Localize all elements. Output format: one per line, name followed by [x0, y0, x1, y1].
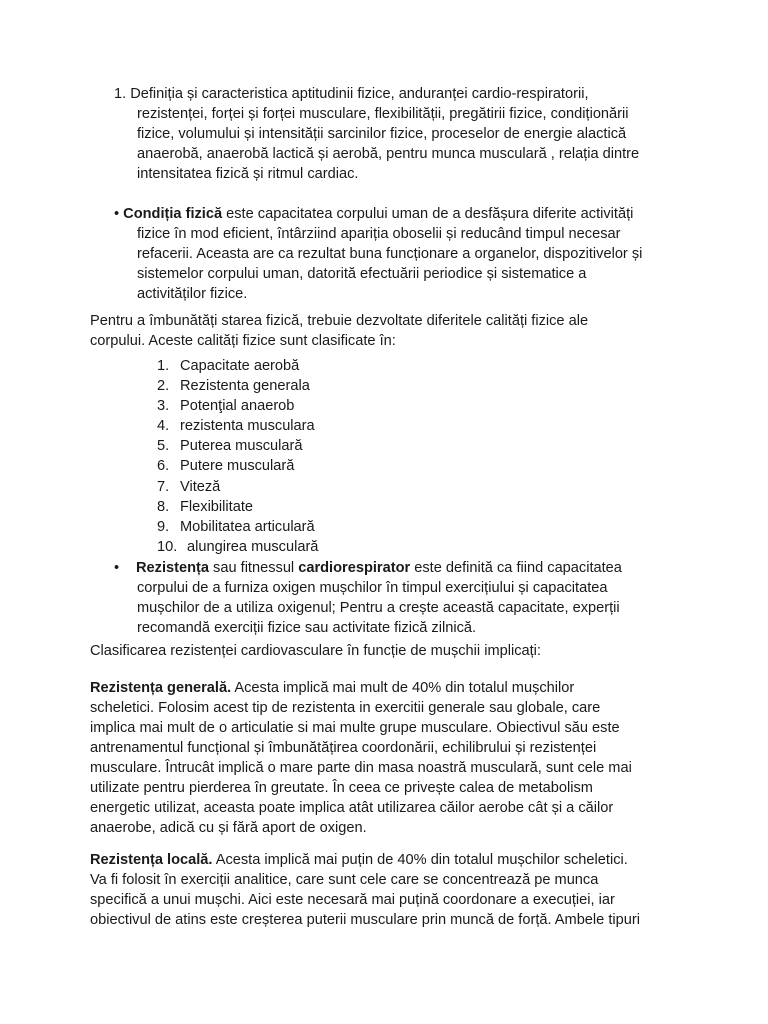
text-line: sistemelor corpului uman, datorită efectuării periodice și sistematice a — [137, 266, 587, 282]
bullet-dot: • — [114, 560, 120, 576]
qualities-list — [157, 356, 318, 557]
list-number: 1. — [157, 358, 170, 374]
term-conditia-fizica: Condiția fizică — [123, 206, 223, 222]
list-number: 5. — [157, 438, 170, 455]
text-line: recomandă exerciții fizice sau activitate fizică zilnică. — [137, 620, 477, 636]
text-line: specifică a unui mușchi. Aici este necesară mai puțină coordonare a execuției, iar — [90, 892, 615, 908]
text-line: rezistenței, forței și forței musculare, flexibilității, pregătirii fizice, condiționării — [137, 106, 629, 122]
term-rezistenta: Rezistența — [136, 560, 209, 576]
list-item — [157, 396, 318, 416]
text-line: corpului de a furniza oxigen mușchilor în timpul exercițiului și capacitatea — [137, 580, 608, 596]
list-text: Puterea musculară — [180, 438, 303, 455]
text-fragment: sau fitnessul — [209, 560, 299, 576]
bullet-conditia-fizica — [114, 204, 684, 304]
list-number: 8. — [157, 498, 170, 515]
list-item — [157, 497, 318, 517]
list-item — [157, 517, 318, 537]
text-line: musculare. Întrucât implică o mare parte din masa noastră musculară, sunt cele mai — [90, 760, 632, 776]
text-line: 1. Definiția și caracteristica aptitudinii fizice, anduranței cardio-respiratorii, — [114, 86, 589, 102]
text-fragment: este capacitatea corpului uman de a desfășura diferite activități — [222, 206, 634, 222]
classification-line — [90, 641, 690, 661]
list-number: 3. — [157, 398, 170, 415]
term-rezistenta-generala: Rezistența generală. — [90, 680, 232, 696]
text-line: corpului. Aceste calități fizice sunt clasificate în: — [90, 333, 396, 349]
bullet-dot: • — [114, 206, 120, 222]
text-line: scheletici. Folosim acest tip de rezistenta in exercitii generale sau globale, care — [90, 700, 601, 716]
text-fragment: Acesta implică mai puțin de 40% din totalul mușchilor scheletici. — [212, 852, 628, 868]
list-text: Potenţial anaerob — [180, 398, 295, 415]
text-line: anaerobă, anaerobă lactică și aerobă, pentru munca musculară , relația dintre — [137, 146, 640, 162]
list-text: Flexibilitate — [180, 498, 253, 515]
intro-paragraph — [90, 311, 690, 351]
list-item — [157, 537, 318, 557]
text-line: Va fi folosit în exerciții analitice, care sunt cele care se concentrează pe munca — [90, 872, 599, 888]
list-number: 2. — [157, 378, 170, 395]
list-text: Mobilitatea articulară — [180, 518, 315, 535]
text-line: implica mai mult de o articulatie si mai multe grupe musculare. Obiectivul său este — [90, 720, 620, 736]
list-item — [157, 356, 318, 376]
text-fragment: Acesta implică mai mult de 40% din totalul mușchilor — [231, 680, 575, 696]
list-item — [157, 376, 318, 396]
text-line: fizice, volumului și intensității sarcinilor fizice, proceselor de energie alactică — [137, 126, 627, 142]
paragraph-local-endurance — [90, 850, 690, 930]
text-line: mușchilor de a utiliza oxigenul; Pentru a crește această capacitate, experții — [137, 600, 620, 616]
text-line: Pentru a îmbunătăți starea fizică, trebuie dezvoltate diferitele calități fizice ale — [90, 313, 589, 329]
text-line: Clasificarea rezistenței cardiovasculare în funcție de mușchii implicați: — [90, 643, 541, 659]
text-line: activităților fizice. — [137, 286, 248, 302]
list-number: 4. — [157, 418, 170, 435]
list-number: 7. — [157, 478, 170, 495]
term-rezistenta-locala: Rezistența locală. — [90, 852, 213, 868]
text-line: obiectivul de atins este creșterea puterii musculare prin muncă de forță. Ambele tipuri — [90, 912, 640, 928]
text-line: intensitatea fizică și ritmul cardiac. — [137, 166, 359, 182]
list-item — [157, 477, 318, 497]
list-number: 9. — [157, 518, 170, 535]
list-text: Capacitate aerobă — [180, 358, 300, 374]
text-line: anaerobe, adică cu și fără aport de oxigen. — [90, 820, 367, 836]
text-line: fizice în mod eficient, întârziind apariția oboselii și reducând timpul necesar — [137, 226, 621, 242]
text-line: utilizate pentru pierderea în greutate. În ceea ce privește calea de metabolism — [90, 780, 593, 796]
list-item — [157, 436, 318, 456]
list-text: Viteză — [180, 478, 221, 495]
list-text: rezistenta musculara — [180, 418, 315, 435]
paragraph-general-endurance — [90, 678, 690, 838]
list-text: alungirea musculară — [187, 538, 319, 555]
list-number: 10. — [157, 538, 178, 555]
numbered-item-1 — [114, 84, 684, 184]
text-line: energetic utilizat, aceasta poate implica atât utilizarea căilor aerobe cât și a căilor — [90, 800, 614, 816]
text-fragment: este definită ca fiind capacitatea — [410, 560, 622, 576]
list-text: Rezistenta generala — [180, 378, 310, 395]
list-number: 6. — [157, 458, 170, 475]
bullet-rezistenta — [114, 558, 684, 638]
list-text: Putere musculară — [180, 458, 295, 475]
term-cardiorespirator: cardiorespirator — [298, 560, 411, 576]
text-line: refacerii. Aceasta are ca rezultat buna funcționare a organelor, dispozitivelor și — [137, 246, 643, 262]
list-item — [157, 456, 318, 476]
list-item — [157, 416, 318, 436]
text-line: antrenamentul funcțional și îmbunătățirea coordonării, echilibrului și rezistenței — [90, 740, 597, 756]
